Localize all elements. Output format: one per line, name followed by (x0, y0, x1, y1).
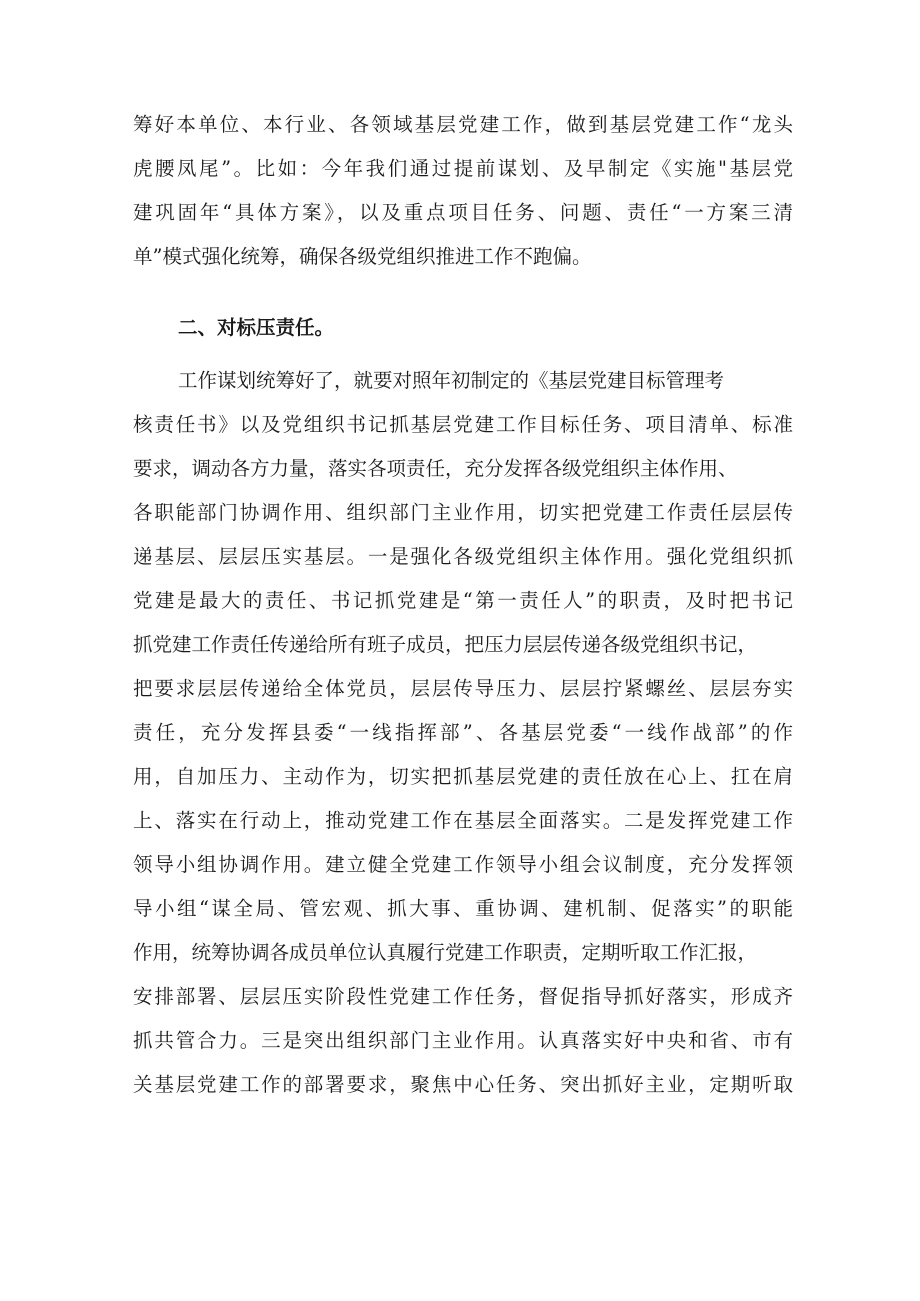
text-line: 上、落实在行动上，推动党建工作在基层全面落实。二是发挥党建工作 (133, 809, 793, 832)
text-line: 建巩固年“具体方案》，以及重点项目任务、问题、责任“一方案三清 (133, 201, 793, 224)
text-line: 责任，充分发挥县委“一线指挥部”、各基层党委“一线作战部”的作 (133, 721, 793, 744)
text-line: 核责任书》以及党组织书记抓基层党建工作目标任务、项目清单、标准 (133, 413, 793, 436)
text-line: 要求，调动各方力量，落实各项责任，充分发挥各级党组织主体作用、 (133, 457, 738, 480)
text-line: 筹好本单位、本行业、各领域基层党建工作，做到基层党建工作“龙头 (133, 113, 793, 136)
text-line: 虎腰凤尾”。比如：今年我们通过提前谋划、及早制定《实施"基层党 (133, 157, 793, 180)
text-line: 关基层党建工作的部署要求，聚焦中心任务、突出抓好主业，定期听取 (133, 1073, 793, 1096)
text-line: 安排部署、层层压实阶段性党建工作任务，督促指导抓好落实，形成齐 (133, 985, 793, 1008)
text-line: 导小组“谋全局、管宏观、抓大事、重协调、建机制、促落实”的职能 (133, 897, 793, 920)
paragraph-continuation (133, 103, 793, 279)
text-line: 作用，统筹协调各成员单位认真履行党建工作职责，定期听取工作汇报， (133, 941, 758, 964)
text-line: 把要求层层传递给全体党员，层层传导压力、层层拧紧螺丝、层层夯实 (133, 677, 793, 700)
text-line: 抓党建工作责任传递给所有班子成员，把压力层层传递各级党组织书记， (133, 633, 758, 656)
paragraph-main (133, 359, 793, 1107)
text-line: 各职能部门协调作用、组织部门主业作用，切实把党建工作责任层层传 (133, 501, 793, 524)
text-line: 抓共管合力。三是突出组织部门主业作用。认真落实好中央和省、市有 (133, 1029, 793, 1052)
text-line: 领导小组协调作用。建立健全党建工作领导小组会议制度，充分发挥领 (133, 853, 793, 876)
text-line: 递基层、层层压实基层。一是强化各级党组织主体作用。强化党组织抓 (133, 545, 793, 568)
text-line: 用，自加压力、主动作为，切实把抓基层党建的责任放在心上、扛在肩 (133, 765, 793, 788)
text-line: 党建是最大的责任、书记抓党建是“第一责任人”的职责，及时把书记 (133, 589, 793, 612)
text-line: 工作谋划统筹好了，就要对照年初制定的《基层党建目标管理考 (178, 369, 725, 392)
text-line: 单”模式强化统筹，确保各级党组织推进工作不跑偏。 (133, 245, 592, 268)
section-heading: 二、对标压责任。 (178, 316, 335, 339)
